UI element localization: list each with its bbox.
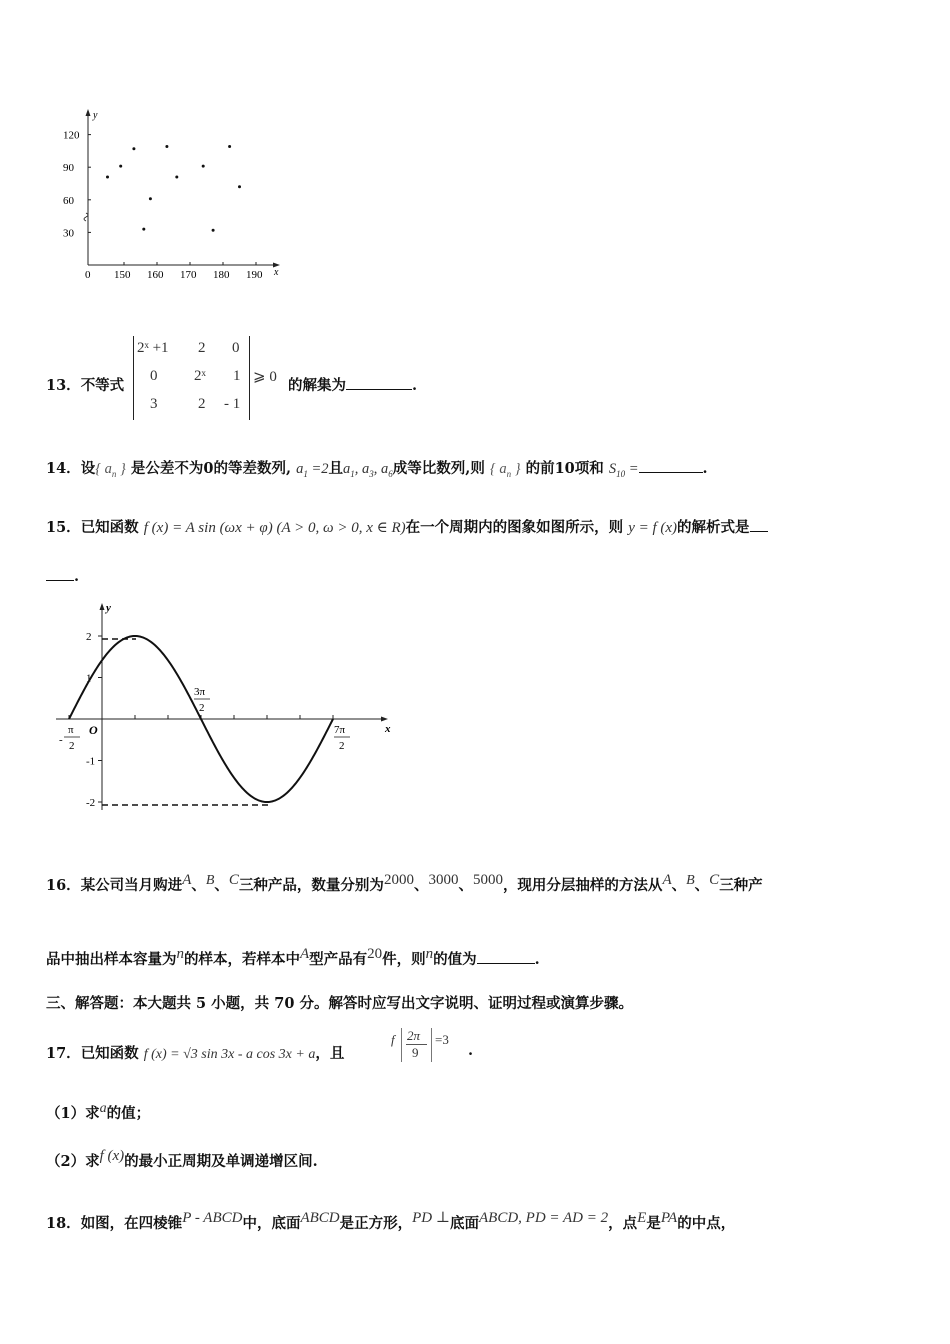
sine-y-tick-label: 1	[86, 672, 92, 685]
y-tick-label: 120	[63, 129, 80, 142]
svg-text:2: 2	[339, 740, 345, 752]
seq-an2-a: a	[499, 461, 507, 477]
x-axis-label: x	[274, 267, 279, 278]
q18-pyramid: P - ABCD	[182, 1210, 243, 1226]
q15-formula: f (x) = A sin (ωx + φ) (A > 0, ω > 0, x ∈ R)	[143, 520, 406, 536]
q16-B: B	[205, 873, 215, 888]
det-r3c1: 3	[150, 396, 158, 412]
q17-pre: 已知函数	[80, 1045, 139, 1062]
q15-yfx: y = f (x)	[628, 520, 678, 536]
determinant	[133, 336, 250, 420]
q18-PA: PA	[660, 1210, 678, 1226]
q16-end: .	[534, 950, 540, 968]
det-r2c1: 0	[150, 368, 158, 384]
q16-n2: n	[425, 946, 434, 962]
question-16	[46, 872, 763, 895]
y-axis-label: y	[93, 110, 98, 121]
a136-a6: , a	[373, 461, 389, 477]
q16-n2: 3000	[428, 872, 459, 888]
q18-text6: 是	[646, 1214, 661, 1232]
inequality-sign: ⩾ 0	[253, 369, 277, 385]
question-15	[46, 516, 768, 537]
q16-text2: 三种产品，数量分别为	[238, 876, 384, 894]
q16-l2b: 的样本，若样本中	[184, 950, 300, 968]
q14-text1: 设	[80, 460, 96, 477]
q14-text5: 成等比数列,则	[392, 460, 485, 477]
det-r2c3: 1	[233, 368, 241, 384]
a1-sub: 1	[303, 468, 308, 479]
det-r3c2: 2	[198, 396, 206, 412]
cond-paren	[401, 1028, 432, 1062]
q16-number: 16．	[46, 876, 81, 894]
cond-f: f	[391, 1032, 395, 1047]
data-point	[142, 228, 145, 231]
a136-s1: 1	[350, 468, 355, 479]
cond-denominator: 9	[412, 1045, 419, 1060]
a136-s3: 3	[369, 468, 374, 479]
sine-y-tick-label: -1	[86, 755, 96, 768]
scatter-plot	[60, 105, 300, 290]
s10-eq: =	[625, 461, 639, 477]
q17-formula: f (x) = √3 sin 3x - a cos 3x + a	[143, 1047, 316, 1062]
q17-p1-num: （1）求	[46, 1104, 100, 1122]
data-point	[149, 197, 152, 200]
q18-text5: ，点	[608, 1214, 638, 1232]
q14-ten: 10	[554, 460, 575, 477]
x-tick-label: 180	[213, 269, 230, 281]
data-point	[132, 147, 135, 150]
q16-text3: ，现用分层抽样的方法从	[502, 876, 663, 894]
q16-l2d: 件，则	[382, 950, 426, 968]
q13-number: 13．	[46, 377, 81, 394]
x-tick-label: 150	[114, 269, 131, 281]
x-tick-label: 170	[180, 269, 197, 281]
q14-text7: 项和	[574, 460, 604, 477]
data-point	[106, 175, 109, 178]
y-axis-arrow	[86, 109, 91, 116]
q17-p2-num: （2）求	[46, 1152, 100, 1170]
s10-sub: 10	[616, 468, 626, 479]
det-r1c1: 2ˣ +1	[137, 340, 169, 356]
x-label-7pi-over-2	[334, 724, 350, 752]
q16-n3: 5000	[472, 872, 503, 888]
q16-sep4: 、	[458, 876, 473, 894]
q16-A2: A	[662, 872, 672, 888]
q18-text2: 中，底面	[242, 1214, 301, 1232]
a136-terms	[343, 461, 393, 477]
svg-text:7π: 7π	[334, 724, 346, 736]
q18-abcd: ABCD	[300, 1210, 340, 1226]
svg-text:-: -	[59, 734, 63, 746]
a136-a3: , a	[354, 461, 370, 477]
axis-break-mark	[84, 213, 88, 221]
q16-20: 20	[367, 946, 383, 962]
q16-l2a: 品中抽出样本容量为	[46, 950, 177, 968]
q14-text2: 是公差不为	[130, 460, 204, 477]
q17-part1	[46, 1101, 150, 1123]
q17-end: .	[468, 1042, 474, 1059]
q14-text6: 的前	[525, 460, 555, 477]
sine-x-axis-arrow	[381, 717, 388, 722]
data-point	[119, 165, 122, 168]
x-tick-label: 160	[147, 269, 164, 281]
sine-y-tick-label: -2	[86, 797, 96, 809]
sine-y-axis-arrow	[100, 603, 105, 610]
q15-line2	[46, 568, 79, 585]
y-tick-label: 60	[63, 194, 74, 207]
data-point	[202, 165, 205, 168]
q18-text4: 底面	[450, 1214, 479, 1232]
det-r2c2: 2ˣ	[194, 368, 206, 384]
question-17	[46, 1042, 344, 1063]
sine-y-tick-label: 2	[86, 631, 92, 643]
q16-l2c: 型产品有	[309, 950, 368, 968]
q16-C2: C	[709, 872, 720, 888]
q16-l2e: 的值为	[433, 950, 477, 968]
det-r3c3: - 1	[224, 396, 241, 412]
seq-an-a: a	[104, 461, 112, 477]
q16-B2: B	[686, 873, 695, 888]
x-label-neg-pi-over-2	[59, 724, 80, 752]
q15-mid: 在一个周期内的图象如图所示，则	[405, 519, 624, 536]
a136-s6: 6	[388, 468, 393, 479]
q16-sep1: 、	[191, 876, 206, 894]
q18-E: E	[637, 1210, 647, 1226]
q16-n1: 2000	[383, 872, 414, 888]
q18-text1: 如图，在四棱锥	[80, 1214, 183, 1232]
q16-n: n	[176, 946, 184, 962]
x-tick-label: 190	[246, 269, 263, 281]
q18-cond: ABCD, PD = AD = 2	[479, 1210, 609, 1226]
q14-text3: 的等差数列,	[213, 460, 292, 477]
det-r1c2: 2	[198, 340, 206, 356]
data-point	[212, 229, 215, 232]
q18-text7: 的中点，	[677, 1214, 736, 1232]
q13-tail	[288, 374, 417, 395]
q13-end: .	[412, 377, 418, 394]
y-tick-label: 30	[63, 227, 74, 240]
q17-p1-a: a	[99, 1101, 107, 1116]
q14-number: 14．	[46, 460, 81, 477]
q16-sep6: 、	[694, 876, 710, 894]
q16-answer-blank	[477, 951, 535, 964]
data-point	[165, 145, 168, 148]
q17-mid: ，且	[315, 1045, 345, 1062]
q16-text4: 三种产	[719, 876, 763, 894]
q14-zero: 0	[203, 460, 214, 477]
a1-eq: =2	[307, 461, 329, 477]
a1-term	[296, 461, 328, 477]
svg-text:3π: 3π	[194, 686, 206, 698]
q17-p1-text: 的值；	[106, 1104, 151, 1122]
q16-A: A	[182, 872, 192, 888]
q17-p2-text: 的最小正周期及单调递增区间.	[124, 1152, 318, 1170]
sine-graph	[52, 598, 402, 823]
svg-text:2: 2	[69, 740, 75, 752]
q17-number: 17．	[46, 1045, 81, 1062]
q13-answer-blank	[346, 377, 412, 390]
q15-number: 15．	[46, 519, 81, 536]
cond-numerator: 2π	[407, 1028, 421, 1043]
q18-pd: PD ⊥	[412, 1210, 450, 1226]
a136-a: a	[343, 461, 351, 477]
q18-text3: 是正方形，	[339, 1214, 413, 1232]
origin-label: O	[89, 723, 98, 737]
q17-part2	[46, 1148, 318, 1171]
q17-p2-f: f (x)	[99, 1148, 125, 1164]
svg-text:π: π	[68, 724, 74, 736]
sine-y-label: y	[106, 602, 111, 614]
seq-an2-sub: n	[506, 468, 512, 479]
data-point	[228, 145, 231, 148]
q16-C: C	[228, 872, 239, 888]
sine-x-label: x	[385, 723, 391, 735]
seq-an-2: { $a_n$ }	[489, 461, 521, 479]
q14-answer-blank	[639, 460, 703, 473]
q16-A3: A	[300, 946, 310, 962]
seq-an: { $a_n$ }	[95, 461, 126, 479]
s10-term	[609, 461, 639, 477]
q16-sep2: 、	[214, 876, 229, 894]
q15-post: 的解析式是	[677, 519, 750, 536]
q18-number: 18．	[46, 1214, 81, 1232]
q15-end: .	[74, 568, 80, 585]
q15-pre: 已知函数	[80, 519, 139, 536]
q13-post: 的解集为	[288, 377, 346, 394]
q16-sep5: 、	[671, 876, 687, 894]
q16-text1: 某公司当月购进	[80, 876, 183, 894]
q16-sep3: 、	[413, 876, 429, 894]
a1-a: a	[296, 461, 304, 477]
section-3-heading: 三、解答题：本大题共 5 小题，共 70 分。解答时应写出文字说明、证明过程或演算步骤。	[46, 995, 633, 1012]
q14-end: .	[702, 460, 708, 477]
q15-blank-part2	[46, 568, 74, 581]
x-tick-label: 0	[85, 269, 91, 281]
seq-an-sub: n	[111, 468, 117, 479]
question-13	[46, 374, 124, 395]
s10-s: S	[608, 461, 617, 477]
data-point	[238, 185, 241, 188]
data-point	[175, 175, 178, 178]
cond-eq: =3	[435, 1032, 449, 1047]
q16-line2	[46, 946, 540, 969]
det-r1c3: 0	[232, 340, 240, 356]
q15-blank-part1	[750, 519, 768, 532]
y-tick-label: 90	[63, 162, 74, 175]
question-14	[46, 457, 708, 479]
question-18	[46, 1208, 735, 1233]
q13-pre: 不等式	[80, 377, 125, 394]
q14-text4: 且	[328, 460, 344, 477]
svg-text:2: 2	[199, 702, 205, 714]
